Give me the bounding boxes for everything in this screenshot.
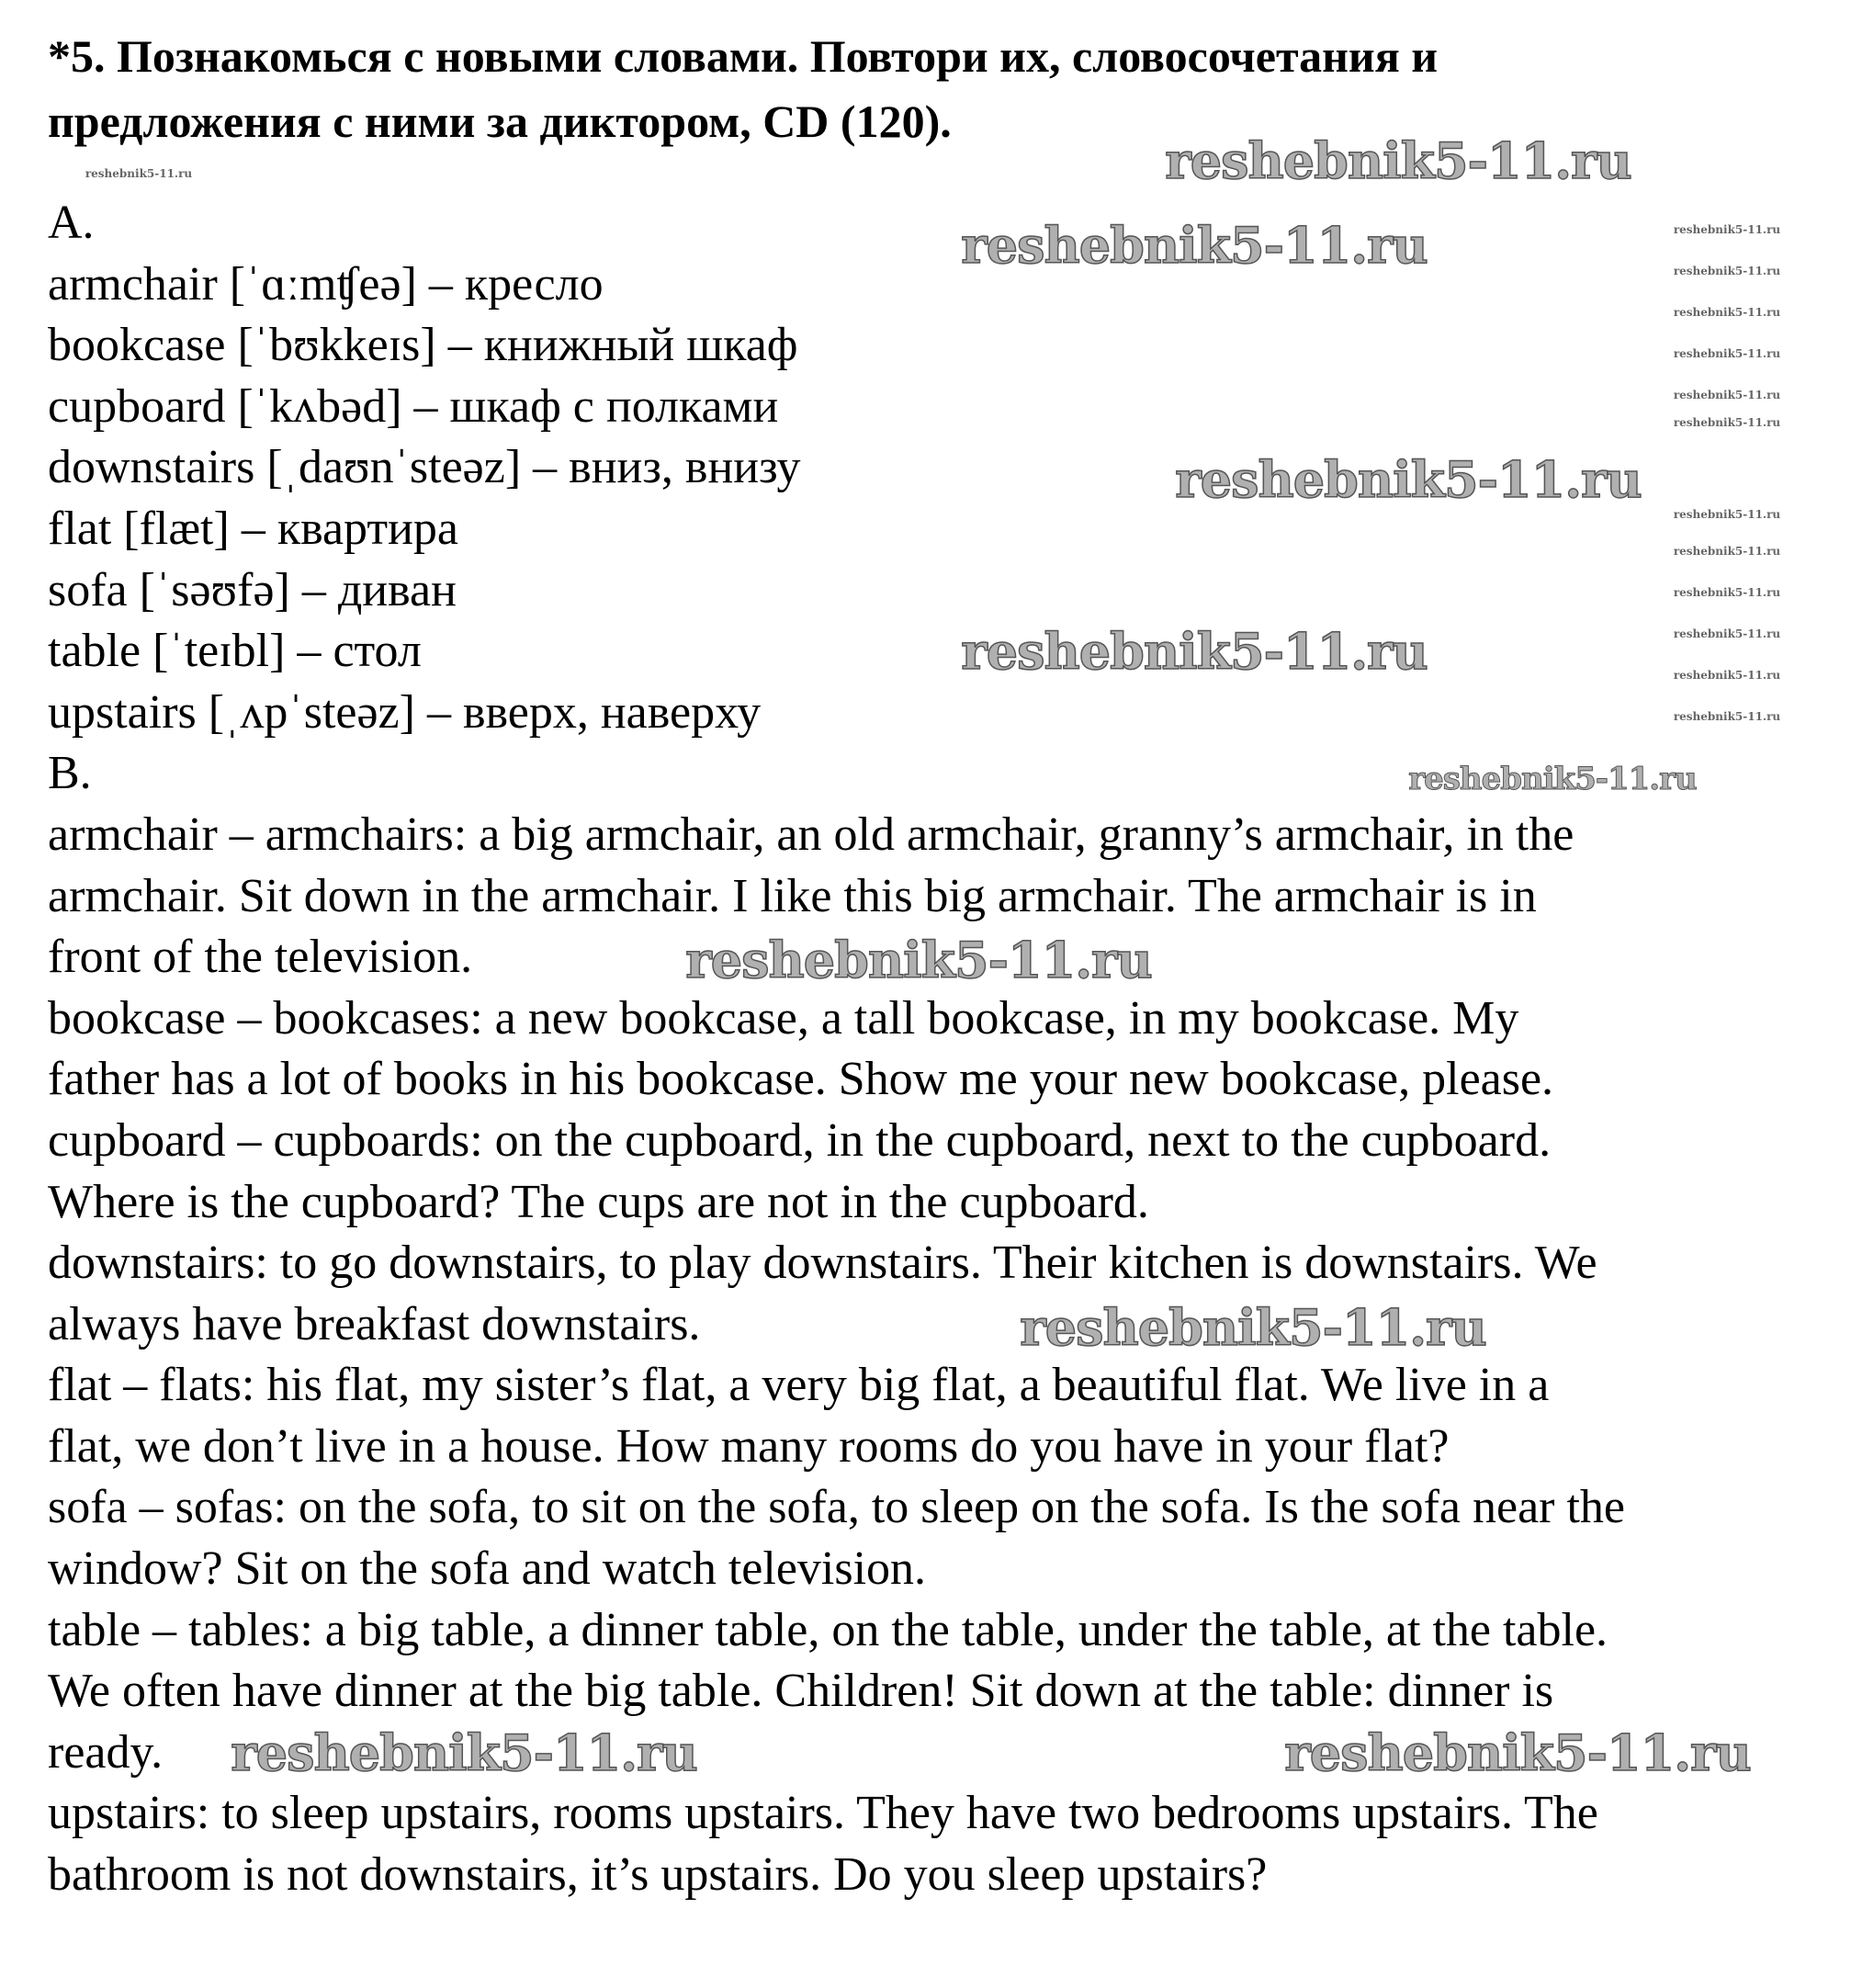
vocabulary-entry [48, 315, 797, 377]
watermark: reshebnik5-11.ru [1673, 223, 1781, 236]
watermark: reshebnik5-11.ru [1673, 627, 1781, 640]
entry-word: flat [48, 502, 112, 555]
entry-transcription: [ˈbʊkkeɪs] [237, 319, 436, 372]
entry-translation: – шкаф с полками [413, 379, 779, 433]
text-line: father has a lot of books in his bookcase. Show me your new bookcase, please. [48, 1053, 1554, 1106]
entry-word: armchair [48, 257, 218, 311]
watermark: reshebnik5-11.ru [1673, 347, 1781, 360]
entry-transcription: [ˈɑːmʧeə] [229, 257, 417, 311]
text-line: always have breakfast downstairs. [48, 1297, 701, 1350]
text-line: flat, we don’t live in a house. How many rooms do you have in your flat? [48, 1419, 1450, 1473]
entry-translation: – квартира [241, 502, 458, 555]
title-line: предложения с ними за диктором, CD (120). [48, 96, 952, 147]
watermark: reshebnik5-11.ru [1673, 416, 1781, 429]
vocabulary-entry [48, 254, 604, 316]
watermark: reshebnik5-11.ru [961, 216, 1428, 275]
text-line: bathroom is not downstairs, it’s upstairs. Do you sleep upstairs? [48, 1848, 1268, 1902]
text-line: armchair – armchairs: a big armchair, an old armchair, granny’s armchair, in the [48, 808, 1574, 861]
entry-word: upstairs [48, 685, 197, 739]
watermark: reshebnik5-11.ru [1673, 545, 1781, 558]
title-line: *5. Познакомься с новыми словами. Повтори их, словосочетания и [48, 30, 1439, 82]
text-line: upstairs: to sleep upstairs, rooms upstairs. They have two bedrooms upstairs. The [48, 1787, 1598, 1840]
watermark: reshebnik5-11.ru [1284, 1723, 1751, 1782]
section-a-label: A. [48, 197, 95, 249]
text-line: cupboard – cupboards: on the cupboard, in the cupboard, next to the cupboard. [48, 1113, 1552, 1167]
watermark: reshebnik5-11.ru [1673, 508, 1781, 521]
entry-transcription: [ˈteɪbl] [152, 625, 286, 678]
entry-translation: – стол [297, 625, 422, 678]
entry-transcription: [ˈkʌbəd] [237, 379, 402, 433]
watermark: reshebnik5-11.ru [1673, 389, 1781, 401]
vocabulary-entry [48, 499, 458, 560]
vocabulary-entry [48, 621, 422, 683]
text-line: sofa – sofas: on the sofa, to sit on the sofa, to sleep on the sofa. Is the sofa near the [48, 1481, 1626, 1534]
vocabulary-entry [48, 437, 801, 499]
entry-translation: – диван [301, 563, 457, 616]
watermark: reshebnik5-11.ru [1175, 450, 1642, 509]
text-line: bookcase – bookcases: a new bookcase, a tall bookcase, in my bookcase. My [48, 991, 1519, 1045]
watermark: reshebnik5-11.ru [85, 167, 193, 180]
entry-word: downstairs [48, 441, 255, 494]
entry-transcription: [ˌdaʊnˈsteəz] [266, 441, 522, 494]
text-line: We often have dinner at the big table. Children! Sit down at the table: dinner is [48, 1665, 1554, 1718]
watermark: reshebnik5-11.ru [1673, 306, 1781, 319]
text-line: front of the television. [48, 931, 473, 984]
entry-word: bookcase [48, 319, 226, 372]
text-line: window? Sit on the sofa and watch television. [48, 1542, 927, 1596]
section-b-label: B. [48, 747, 92, 800]
entry-word: table [48, 625, 141, 678]
vocabulary-entry [48, 560, 457, 622]
watermark: reshebnik5-11.ru [1673, 265, 1781, 277]
watermark: reshebnik5-11.ru [1673, 586, 1781, 599]
text-line: armchair. Sit down in the armchair. I like this big armchair. The armchair is in [48, 869, 1537, 922]
entry-translation: – кресло [428, 257, 604, 311]
entry-transcription: [flæt] [123, 502, 230, 555]
text-line: ready. [48, 1725, 164, 1779]
watermark: reshebnik5-11.ru [961, 622, 1428, 681]
text-line: table – tables: a big table, a dinner table, on the table, under the table, at the table. [48, 1603, 1608, 1656]
watermark: reshebnik5-11.ru [1673, 710, 1781, 723]
entry-transcription: [ˌʌpˈsteəz] [208, 685, 415, 739]
entry-translation: – вниз, внизу [533, 441, 801, 494]
entry-translation: – книжный шкаф [447, 319, 798, 372]
vocabulary-entry [48, 683, 761, 744]
entry-word: cupboard [48, 379, 226, 433]
watermark: reshebnik5-11.ru [231, 1723, 697, 1782]
watermark: reshebnik5-11.ru [1165, 131, 1631, 190]
watermark: reshebnik5-11.ru [1673, 669, 1781, 682]
entry-transcription: [ˈsəʊfə] [139, 563, 290, 616]
watermark: reshebnik5-11.ru [1020, 1298, 1486, 1357]
entry-translation: – вверх, наверху [426, 685, 762, 739]
watermark: reshebnik5-11.ru [1408, 761, 1697, 797]
text-line: flat – flats: his flat, my sister’s flat, a very big flat, a beautiful flat. We live in a [48, 1359, 1550, 1412]
text-line: Where is the cupboard? The cups are not in the cupboard. [48, 1175, 1149, 1228]
vocabulary-entry [48, 377, 778, 438]
text-line: downstairs: to go downstairs, to play downstairs. Their kitchen is downstairs. We [48, 1237, 1597, 1290]
watermark: reshebnik5-11.ru [685, 931, 1152, 989]
entry-word: sofa [48, 563, 128, 616]
